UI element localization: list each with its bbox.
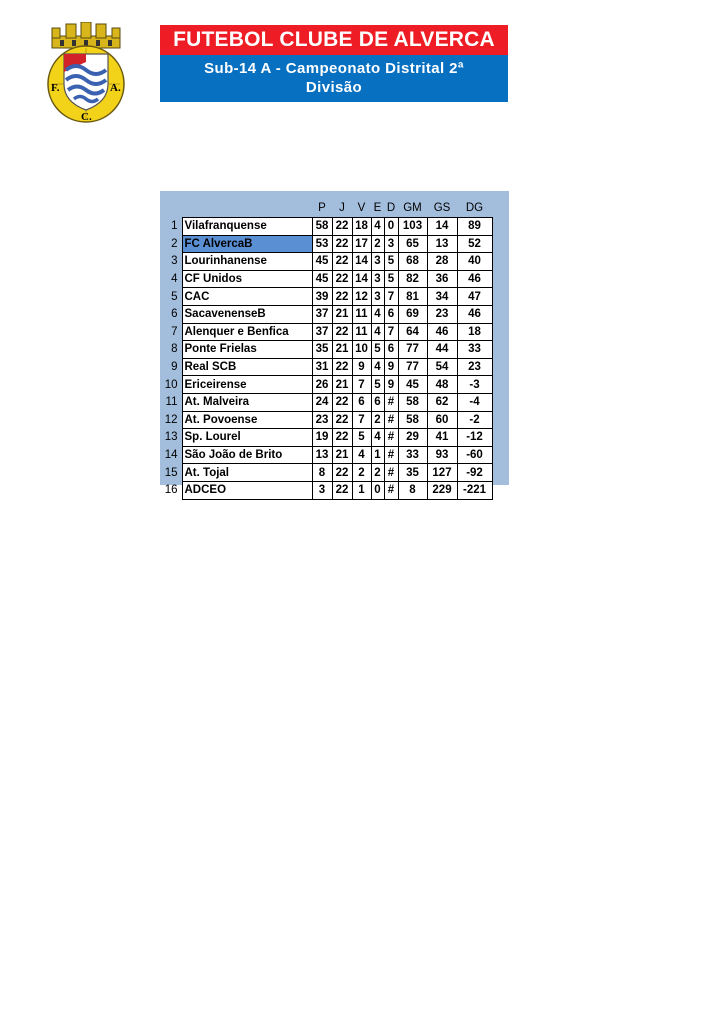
losses-cell: # [384,446,398,464]
goal-difference-cell: 52 [457,235,492,253]
points-cell: 37 [312,305,332,323]
goal-difference-cell: 33 [457,341,492,359]
goals-for-cell: 58 [398,411,427,429]
team-cell: At. Povoense [182,411,312,429]
position-cell: 3 [171,255,178,268]
position-cell: 5 [171,290,178,303]
played-cell: 22 [332,429,352,447]
played-cell: 22 [332,481,352,499]
team-cell: São João de Brito [182,446,312,464]
wins-cell: 12 [352,288,371,306]
club-crest-icon [42,22,130,124]
points-cell: 19 [312,429,332,447]
played-cell: 21 [332,376,352,394]
draws-cell: 4 [371,429,384,447]
points-cell: 24 [312,393,332,411]
points-cell: 37 [312,323,332,341]
goal-difference-cell: -221 [457,481,492,499]
draws-cell: 4 [371,323,384,341]
losses-cell: 7 [384,288,398,306]
column-header-position [160,199,182,218]
team-cell: Lourinhanense [182,253,312,271]
goals-against-cell: 28 [427,253,457,271]
table-row [160,446,492,464]
losses-cell: 3 [384,235,398,253]
wins-cell: 17 [352,235,371,253]
losses-cell: 9 [384,358,398,376]
svg-text:A.: A. [110,82,121,94]
goal-difference-cell: -2 [457,411,492,429]
goals-against-cell: 41 [427,429,457,447]
goals-for-cell: 69 [398,305,427,323]
competition-title [160,55,508,102]
goals-against-cell: 60 [427,411,457,429]
column-header-played: J [339,202,345,214]
goals-against-cell: 229 [427,481,457,499]
draws-cell: 2 [371,464,384,482]
losses-cell: 7 [384,323,398,341]
position-cell: 13 [164,431,178,444]
losses-cell: # [384,481,398,499]
wins-cell: 11 [352,305,371,323]
table-row [160,411,492,429]
column-header-losses: D [386,202,396,214]
wins-cell: 14 [352,270,371,288]
played-cell: 22 [332,270,352,288]
draws-cell: 1 [371,446,384,464]
losses-cell: # [384,393,398,411]
position-cell: 1 [171,220,178,233]
losses-cell: 9 [384,376,398,394]
column-header-team [182,199,312,218]
team-cell: Sp. Lourel [182,429,312,447]
played-cell: 21 [332,341,352,359]
goals-against-cell: 46 [427,323,457,341]
draws-cell: 6 [371,393,384,411]
losses-cell: 6 [384,341,398,359]
goals-against-cell: 48 [427,376,457,394]
losses-cell: # [384,464,398,482]
goals-against-cell: 14 [427,218,457,236]
wins-cell: 2 [352,464,371,482]
goals-against-cell: 23 [427,305,457,323]
goals-for-cell: 35 [398,464,427,482]
goals-for-cell: 77 [398,358,427,376]
draws-cell: 4 [371,358,384,376]
goals-for-cell: 81 [398,288,427,306]
goals-for-cell: 33 [398,446,427,464]
table-row [160,464,492,482]
played-cell: 21 [332,446,352,464]
goal-difference-cell: -12 [457,429,492,447]
draws-cell: 5 [371,376,384,394]
position-cell: 4 [171,273,178,286]
team-cell: Ponte Frielas [182,341,312,359]
wins-cell: 4 [352,446,371,464]
table-row [160,358,492,376]
table-row [160,429,492,447]
goal-difference-cell: 23 [457,358,492,376]
team-cell: At. Malveira [182,393,312,411]
crown-icon [52,22,120,48]
table-row [160,235,492,253]
team-cell: CAC [182,288,312,306]
wins-cell: 7 [352,411,371,429]
goal-difference-cell: 89 [457,218,492,236]
svg-text:F.: F. [51,82,60,94]
position-cell: 16 [164,484,178,497]
position-cell: 15 [164,466,178,479]
goal-difference-cell: 18 [457,323,492,341]
column-header-goals-for: GM [403,202,422,214]
wins-cell: 14 [352,253,371,271]
goals-for-cell: 45 [398,376,427,394]
wins-cell: 11 [352,323,371,341]
wins-cell: 7 [352,376,371,394]
goals-for-cell: 68 [398,253,427,271]
club-title: FUTEBOL CLUBE DE ALVERCA [160,25,508,55]
points-cell: 58 [312,218,332,236]
table-row [160,288,492,306]
table-row [160,341,492,359]
goals-for-cell: 82 [398,270,427,288]
table-row [160,481,492,499]
draws-cell: 3 [371,288,384,306]
goals-against-cell: 62 [427,393,457,411]
team-cell: At. Tojal [182,464,312,482]
draws-cell: 3 [371,270,384,288]
draws-cell: 4 [371,305,384,323]
table-row [160,253,492,271]
standings-header-row [160,199,492,218]
table-row [160,323,492,341]
losses-cell: 0 [384,218,398,236]
position-cell: 8 [171,343,178,356]
points-cell: 45 [312,253,332,271]
standings-table [160,199,493,500]
position-cell: 11 [165,396,178,409]
points-cell: 23 [312,411,332,429]
goals-against-cell: 127 [427,464,457,482]
points-cell: 3 [312,481,332,499]
losses-cell: 5 [384,253,398,271]
position-cell: 7 [171,325,178,338]
table-row [160,376,492,394]
column-header-wins: V [357,202,366,214]
wins-cell: 18 [352,218,371,236]
points-cell: 53 [312,235,332,253]
column-header-points: P [318,202,326,214]
goals-against-cell: 44 [427,341,457,359]
played-cell: 22 [332,393,352,411]
played-cell: 22 [332,253,352,271]
goals-for-cell: 29 [398,429,427,447]
position-cell: 9 [171,361,178,374]
points-cell: 31 [312,358,332,376]
team-cell: SacavenenseB [182,305,312,323]
column-header-goal-difference: DG [465,202,484,214]
draws-cell: 3 [371,253,384,271]
losses-cell: 5 [384,270,398,288]
team-cell: CF Unidos [182,270,312,288]
table-row [160,218,492,236]
wins-cell: 6 [352,393,371,411]
goal-difference-cell: -3 [457,376,492,394]
played-cell: 22 [332,358,352,376]
column-header-goals-against: GS [433,202,451,214]
wins-cell: 5 [352,429,371,447]
points-cell: 13 [312,446,332,464]
played-cell: 22 [332,464,352,482]
losses-cell: 6 [384,305,398,323]
points-cell: 26 [312,376,332,394]
wins-cell: 9 [352,358,371,376]
table-row [160,393,492,411]
goals-for-cell: 58 [398,393,427,411]
goals-against-cell: 34 [427,288,457,306]
points-cell: 45 [312,270,332,288]
svg-text:C.: C. [81,111,92,123]
team-cell: ADCEO [182,481,312,499]
goals-against-cell: 54 [427,358,457,376]
draws-cell: 4 [371,218,384,236]
position-cell: 2 [171,237,178,250]
position-cell: 14 [164,449,178,462]
played-cell: 22 [332,288,352,306]
wins-cell: 10 [352,341,371,359]
goal-difference-cell: -92 [457,464,492,482]
points-cell: 8 [312,464,332,482]
played-cell: 21 [332,305,352,323]
position-cell: 6 [171,308,178,321]
goals-for-cell: 65 [398,235,427,253]
draws-cell: 2 [371,411,384,429]
goals-for-cell: 103 [398,218,427,236]
losses-cell: # [384,411,398,429]
draws-cell: 2 [371,235,384,253]
goal-difference-cell: 47 [457,288,492,306]
table-row [160,305,492,323]
table-row [160,270,492,288]
goals-for-cell: 8 [398,481,427,499]
played-cell: 22 [332,218,352,236]
goal-difference-cell: 40 [457,253,492,271]
goal-difference-cell: -60 [457,446,492,464]
draws-cell: 0 [371,481,384,499]
team-cell: Ericeirense [182,376,312,394]
goals-against-cell: 93 [427,446,457,464]
column-header-draws: E [373,202,382,214]
goal-difference-cell: 46 [457,270,492,288]
goal-difference-cell: -4 [457,393,492,411]
losses-cell: # [384,429,398,447]
competition-title-line-1: Sub-14 A - Campeonato Distrital 2ª [204,60,464,77]
goal-difference-cell: 46 [457,305,492,323]
played-cell: 22 [332,323,352,341]
position-cell: 12 [164,413,178,426]
points-cell: 35 [312,341,332,359]
goals-for-cell: 77 [398,341,427,359]
played-cell: 22 [332,235,352,253]
team-cell: Real SCB [182,358,312,376]
goals-for-cell: 64 [398,323,427,341]
position-cell: 10 [164,378,178,391]
wins-cell: 1 [352,481,371,499]
goals-against-cell: 13 [427,235,457,253]
goals-against-cell: 36 [427,270,457,288]
team-cell: Vilafranquense [182,218,312,236]
played-cell: 22 [332,411,352,429]
points-cell: 39 [312,288,332,306]
draws-cell: 5 [371,341,384,359]
team-cell: Alenquer e Benfica [182,323,312,341]
team-cell: FC AlvercaB [182,235,312,253]
competition-title-line-2: Divisão [305,79,363,96]
